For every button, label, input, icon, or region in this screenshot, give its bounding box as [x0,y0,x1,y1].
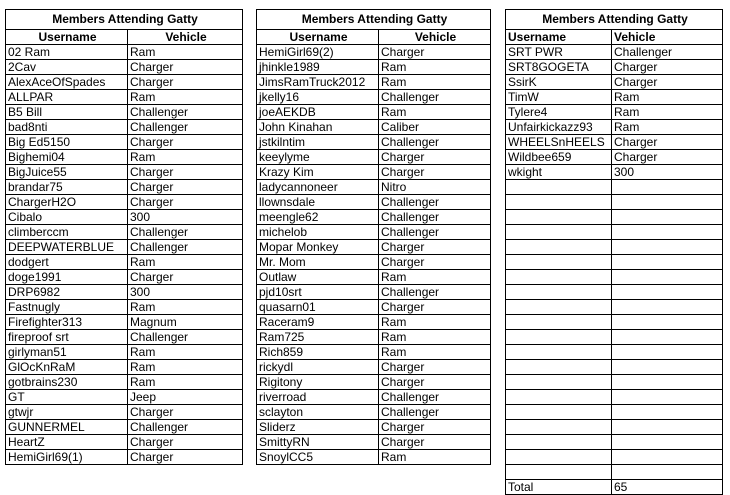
username-cell: TimW [506,90,612,105]
username-cell: Mr. Mom [257,255,379,270]
vehicle-cell: Challenger [128,240,243,255]
table-row [257,255,491,270]
username-cell: Sliderz [257,420,379,435]
vehicle-cell [612,465,723,480]
table-row [257,195,491,210]
vehicle-cell [612,285,723,300]
username-cell: B5 Bill [6,105,128,120]
table-row [257,150,491,165]
username-cell: Rigitony [257,375,379,390]
table-row [6,135,243,150]
vehicle-cell: Ram [128,255,243,270]
vehicle-cell: Charger [379,300,491,315]
table-row [257,135,491,150]
username-cell: jkelly16 [257,90,379,105]
vehicle-cell [612,360,723,375]
vehicle-cell: 300 [612,165,723,180]
vehicle-cell: Charger [379,150,491,165]
table-row [257,210,491,225]
vehicle-cell [612,435,723,450]
username-cell [506,255,612,270]
table-row [506,135,723,150]
vehicle-cell: 300 [128,210,243,225]
table-row [506,315,723,330]
vehicle-cell [612,210,723,225]
vehicle-cell [612,330,723,345]
table-row [257,225,491,240]
username-cell [506,195,612,210]
vehicle-cell: Charger [128,270,243,285]
members-table-3 [505,9,723,495]
table-row [506,210,723,225]
username-cell [506,420,612,435]
table-row [6,165,243,180]
username-cell [506,300,612,315]
vehicle-cell: Charger [128,450,243,465]
vehicle-cell: Charger [128,180,243,195]
total-row [506,480,723,495]
username-cell [506,360,612,375]
table-row [257,390,491,405]
username-cell: JimsRamTruck2012 [257,75,379,90]
table-row [506,360,723,375]
column-header-username: Username [506,30,612,45]
username-cell: SsirK [506,75,612,90]
vehicle-cell: Ram [379,330,491,345]
username-cell [506,465,612,480]
table-row [257,330,491,345]
username-cell: dodgert [6,255,128,270]
table-row [6,180,243,195]
table-row [6,315,243,330]
table-row [506,225,723,240]
vehicle-cell: Charger [128,165,243,180]
vehicle-cell [612,180,723,195]
vehicle-cell: Ram [379,270,491,285]
vehicle-cell: Charger [128,435,243,450]
table-row [6,150,243,165]
table-row [506,120,723,135]
table-row [506,345,723,360]
vehicle-cell: Charger [128,75,243,90]
table-row [506,90,723,105]
vehicle-cell [612,405,723,420]
vehicle-cell: Charger [379,375,491,390]
table-row [257,60,491,75]
vehicle-cell: Charger [379,45,491,60]
table-row [257,90,491,105]
table-row [506,150,723,165]
username-cell: gtwjr [6,405,128,420]
vehicle-cell: Ram [379,315,491,330]
vehicle-cell: Charger [128,60,243,75]
vehicle-cell: Ram [128,345,243,360]
vehicle-cell: Challenger [379,285,491,300]
table-row [257,450,491,465]
vehicle-cell: Ram [612,105,723,120]
username-cell [506,405,612,420]
table-row [506,330,723,345]
table-row [6,375,243,390]
table-row [6,45,243,60]
vehicle-cell [612,450,723,465]
table-row [506,255,723,270]
vehicle-cell: Ram [128,360,243,375]
table-row [257,315,491,330]
username-cell: Outlaw [257,270,379,285]
username-cell [506,270,612,285]
username-cell [506,450,612,465]
total-label: Total [506,480,612,495]
vehicle-cell [612,195,723,210]
username-cell: doge1991 [6,270,128,285]
total-value: 65 [612,480,723,495]
username-cell: michelob [257,225,379,240]
table-row [257,165,491,180]
username-cell [506,390,612,405]
username-cell: SRT8GOGETA [506,60,612,75]
username-cell [506,240,612,255]
table-row [6,210,243,225]
table-row [6,330,243,345]
username-cell [506,375,612,390]
column-header-vehicle: Vehicle [128,30,243,45]
table-row [506,375,723,390]
vehicle-cell: Ram [128,150,243,165]
table-row [6,240,243,255]
vehicle-cell: Challenger [379,225,491,240]
vehicle-cell: Challenger [612,45,723,60]
vehicle-cell: Challenger [379,90,491,105]
table-row [257,45,491,60]
username-cell: meengle62 [257,210,379,225]
members-table-1 [5,9,243,465]
vehicle-cell: Charger [379,360,491,375]
vehicle-cell: Charger [612,60,723,75]
table-row [6,255,243,270]
vehicle-cell [612,270,723,285]
table-row [506,450,723,465]
username-cell: BigJuice55 [6,165,128,180]
table-row [257,105,491,120]
username-cell: rickydl [257,360,379,375]
table-row [506,270,723,285]
table-row [6,435,243,450]
table-row [506,180,723,195]
table-row [257,240,491,255]
table-row [257,300,491,315]
vehicle-cell: Challenger [379,390,491,405]
username-cell: Tylere4 [506,105,612,120]
username-cell: Ram725 [257,330,379,345]
table-row [506,75,723,90]
table-row [6,75,243,90]
username-cell: 2Cav [6,60,128,75]
username-cell [506,285,612,300]
username-cell: ALLPAR [6,90,128,105]
vehicle-cell [612,225,723,240]
table-row [6,420,243,435]
vehicle-cell [612,255,723,270]
username-cell: gotbrains230 [6,375,128,390]
vehicle-cell: Challenger [379,195,491,210]
vehicle-cell [612,390,723,405]
username-cell: Unfairkickazz93 [506,120,612,135]
vehicle-cell [612,345,723,360]
table-row [6,300,243,315]
username-cell: DEEPWATERBLUE [6,240,128,255]
table-row [6,120,243,135]
vehicle-cell: Charger [612,75,723,90]
username-cell: climberccm [6,225,128,240]
vehicle-cell [612,420,723,435]
username-cell: WHEELSnHEELS [506,135,612,150]
vehicle-cell [612,375,723,390]
username-cell: Firefighter313 [6,315,128,330]
table-row [6,360,243,375]
column-header-username: Username [257,30,379,45]
username-cell: joeAEKDB [257,105,379,120]
vehicle-cell: Charger [379,420,491,435]
table-row [506,105,723,120]
username-cell: SRT PWR [506,45,612,60]
table-row [506,405,723,420]
vehicle-cell: Charger [612,150,723,165]
vehicle-cell: Charger [379,255,491,270]
vehicle-cell: Ram [128,375,243,390]
table-row [506,60,723,75]
vehicle-cell: Challenger [128,330,243,345]
username-cell: quasarn01 [257,300,379,315]
table-title: Members Attending Gatty [257,10,491,30]
vehicle-cell: Ram [379,105,491,120]
table-row [506,420,723,435]
vehicle-cell: Challenger [379,405,491,420]
vehicle-cell: Charger [379,240,491,255]
vehicle-cell: Ram [128,300,243,315]
username-cell: Krazy Kim [257,165,379,180]
vehicle-cell: Ram [379,345,491,360]
username-cell: SnoylCC5 [257,450,379,465]
username-cell [506,180,612,195]
table-title: Members Attending Gatty [506,10,723,30]
table-row [6,405,243,420]
table-row [257,345,491,360]
table-row [506,240,723,255]
table-row [6,345,243,360]
username-cell: Mopar Monkey [257,240,379,255]
vehicle-cell: Nitro [379,180,491,195]
username-cell: SmittyRN [257,435,379,450]
vehicle-cell: Ram [379,75,491,90]
vehicle-cell: 300 [128,285,243,300]
vehicle-cell [612,315,723,330]
username-cell: ladycannoneer [257,180,379,195]
username-cell: pjd10srt [257,285,379,300]
table-row [506,165,723,180]
username-cell [506,435,612,450]
table-row [6,195,243,210]
members-table-2 [256,9,491,465]
username-cell [506,330,612,345]
username-cell: AlexAceOfSpades [6,75,128,90]
column-header-username: Username [6,30,128,45]
username-cell: Bighemi04 [6,150,128,165]
username-cell: Wildbee659 [506,150,612,165]
username-cell: GlOcKnRaM [6,360,128,375]
table-row [257,360,491,375]
vehicle-cell: Ram [379,450,491,465]
table-row [506,285,723,300]
vehicle-cell: Charger [612,135,723,150]
vehicle-cell: Challenger [379,135,491,150]
username-cell: ChargerH2O [6,195,128,210]
username-cell: John Kinahan [257,120,379,135]
vehicle-cell: Ram [128,45,243,60]
vehicle-cell: Ram [379,60,491,75]
username-cell: HemiGirl69(1) [6,450,128,465]
table-row [257,420,491,435]
username-cell: Rich859 [257,345,379,360]
vehicle-cell: Caliber [379,120,491,135]
username-cell: Fastnugly [6,300,128,315]
table-row [506,195,723,210]
table-row [6,60,243,75]
username-cell: bad8nti [6,120,128,135]
username-cell [506,225,612,240]
table-row [257,435,491,450]
vehicle-cell: Challenger [128,120,243,135]
table-row [506,390,723,405]
table-row [257,405,491,420]
vehicle-cell: Charger [128,405,243,420]
table-row [506,45,723,60]
username-cell: Raceram9 [257,315,379,330]
table-row [506,300,723,315]
vehicle-cell [612,300,723,315]
username-cell: jhinkle1989 [257,60,379,75]
column-header-vehicle: Vehicle [379,30,491,45]
username-cell: llownsdale [257,195,379,210]
table-row [6,225,243,240]
vehicle-cell: Charger [128,195,243,210]
username-cell: keeylyme [257,150,379,165]
username-cell: brandar75 [6,180,128,195]
username-cell: HemiGirl69(2) [257,45,379,60]
username-cell: GT [6,390,128,405]
table-row [257,75,491,90]
table-row [6,390,243,405]
vehicle-cell: Charger [379,165,491,180]
username-cell: DRP6982 [6,285,128,300]
username-cell: fireproof srt [6,330,128,345]
vehicle-cell: Charger [128,135,243,150]
username-cell: Big Ed5150 [6,135,128,150]
table-row [257,270,491,285]
vehicle-cell: Challenger [128,225,243,240]
username-cell [506,345,612,360]
username-cell [506,315,612,330]
username-cell: 02 Ram [6,45,128,60]
table-row [257,120,491,135]
table-row [257,180,491,195]
username-cell: jstkilntim [257,135,379,150]
table-row [257,375,491,390]
table-row [6,450,243,465]
table-row [6,105,243,120]
table-row [6,90,243,105]
vehicle-cell: Challenger [128,105,243,120]
username-cell: Cibalo [6,210,128,225]
table-row [6,270,243,285]
vehicle-cell: Ram [612,120,723,135]
username-cell: wkight [506,165,612,180]
table-title: Members Attending Gatty [6,10,243,30]
vehicle-cell: Ram [128,90,243,105]
vehicle-cell: Magnum [128,315,243,330]
table-row [6,285,243,300]
table-row [257,285,491,300]
username-cell: GUNNERMEL [6,420,128,435]
vehicle-cell: Charger [379,435,491,450]
table-row [506,435,723,450]
username-cell: HeartZ [6,435,128,450]
username-cell: girlyman51 [6,345,128,360]
column-header-vehicle: Vehicle [612,30,723,45]
table-row [506,465,723,480]
vehicle-cell: Ram [612,90,723,105]
username-cell [506,210,612,225]
username-cell: sclayton [257,405,379,420]
username-cell: riverroad [257,390,379,405]
vehicle-cell: Challenger [128,420,243,435]
vehicle-cell: Challenger [379,210,491,225]
vehicle-cell [612,240,723,255]
vehicle-cell: Jeep [128,390,243,405]
